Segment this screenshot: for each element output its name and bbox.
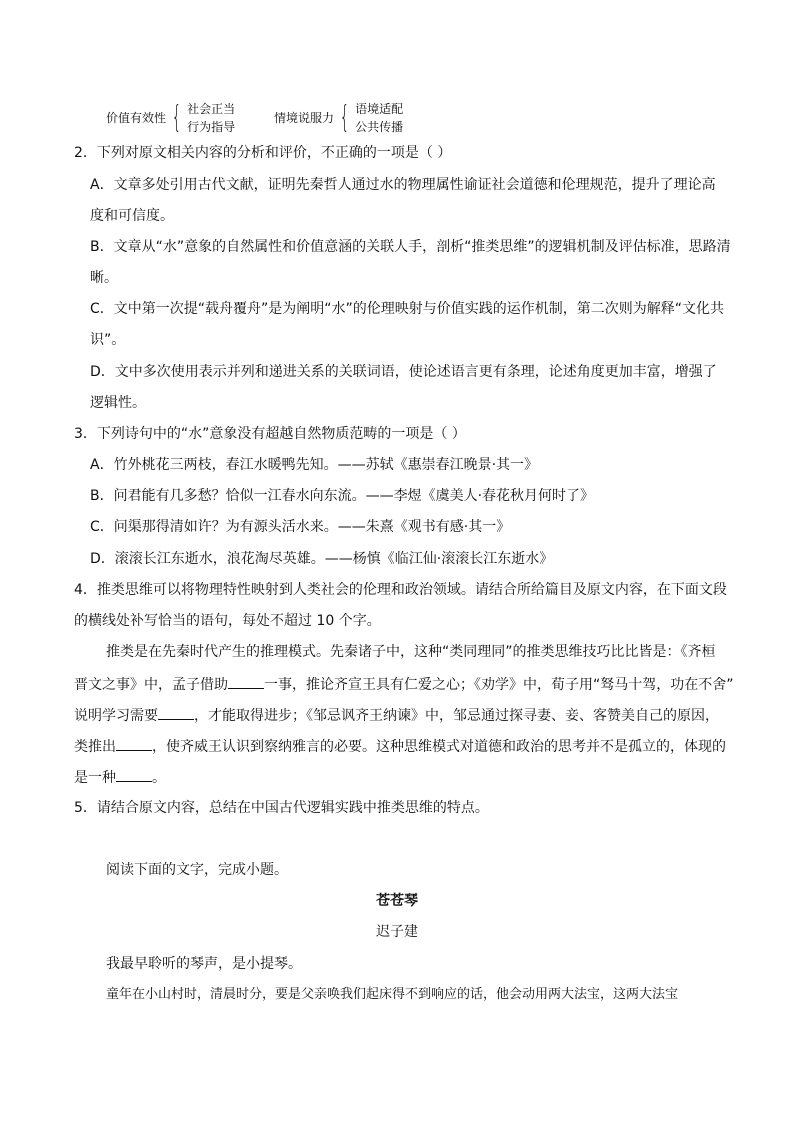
question-3-stem: 3．下列诗句中的“水”意象没有超越自然物质范畴的一项是（ ） (74, 426, 466, 442)
left-brace-icon: { (339, 100, 350, 135)
answer-blank-2[interactable] (158, 705, 194, 720)
question-4-passage-line-5 (74, 767, 166, 788)
left-brace-icon: { (171, 100, 182, 135)
article-paragraph-2: 童年在小山村时，清晨时分，要是父亲唤我们起床得不到响应的话，他会动用两大法宝，这两大法宝 (106, 987, 679, 1002)
passage-text: 晋文之事》中，孟子借助 (74, 677, 228, 693)
article-author: 迟子建 (376, 924, 418, 940)
diagram-item: 公共传播 (355, 120, 404, 134)
question-3-option-d: D．滚滚长江东逝水，浪花淘尽英雄。——杨慎《临江仙·滚滚长江东逝水》 (90, 551, 554, 567)
answer-blank-1[interactable] (228, 674, 264, 689)
question-5-stem: 5．请结合原文内容，总结在中国古代逻辑实践中推类思维的特点。 (74, 800, 489, 816)
diagram-item: 行为指导 (187, 120, 236, 134)
question-4-passage-line-1: 推类是在先秦时代产生的推理模式。先秦诸子中，这种“类同理同”的推类思维技巧比比皆是：《齐桓 (106, 644, 716, 660)
diagram-group-items (355, 100, 403, 136)
question-2-option-a: A．文章多处引用古代文献，证明先秦哲人通过水的物理属性谕证社会道德和伦理规范，提升了理论高 (90, 177, 716, 193)
diagram-group-validity (106, 100, 235, 136)
question-4-passage-line-4 (74, 736, 726, 757)
diagram-group-label: 情境说服力 (274, 111, 335, 125)
question-2-option-c: C．文中第一次提“载舟覆舟”是为阐明“水”的伦理映射与价值实践的运作机制，第二次则为解释“文化共 (90, 301, 725, 317)
diagram-item: 社会正当 (187, 102, 236, 116)
question-2-stem: 2．下列对原文相关内容的分析和评价，不正确的一项是（ ） (74, 145, 452, 161)
diagram-group-persuasion (274, 100, 403, 136)
diagram-group-items (187, 100, 235, 136)
question-3-option-c: C．问渠那得清如许？为有源头活水来。——朱熹《观书有感·其一》 (90, 519, 511, 535)
reading-intro: 阅读下面的文字，完成小题。 (106, 862, 288, 878)
question-4-stem: 4．推类思维可以将物理特性映射到人类社会的伦理和政治领域。请结合所给篇目及原文内容，在下面文段 (74, 582, 727, 598)
passage-text: ，才能取得进步；《邹忌讽齐王纳谏》中，邹忌通过探寻妻、妾、客赞美自己的原因， (194, 708, 719, 724)
question-2-option-d-cont: 逻辑性。 (90, 395, 146, 411)
question-2-option-b: B．文章从“水”意象的自然属性和价值意涵的关联人手，剖析“推类思维”的逻辑机制及评估标准，思路清 (90, 239, 731, 255)
passage-text: 说明学习需要 (74, 708, 158, 724)
article-title: 苍苍琴 (376, 893, 418, 909)
question-2-option-d: D．文中多次使用表示并列和递进关系的关联词语，使论述语言更有条理，论述角度更加丰富，增强了 (90, 364, 717, 380)
question-4-passage-line-3 (74, 705, 719, 726)
question-4-passage-line-2 (74, 674, 734, 695)
passage-text: 。 (152, 770, 166, 786)
question-2-option-c-cont: 识”。 (90, 332, 126, 348)
diagram-group-label: 价值有效性 (106, 111, 167, 125)
passage-text: 一事，推论齐宣王具有仁爱之心；《劝学》中，荀子用“驽马十驾，功在不舍” (264, 677, 734, 693)
passage-text: 类推出 (74, 739, 116, 755)
passage-text: 是一种 (74, 770, 116, 786)
question-4-stem-cont: 的横线处补写恰当的语句，每处不超过 10 个字。 (74, 613, 381, 629)
article-paragraph-1: 我最早聆听的琴声，是小提琴。 (106, 956, 302, 972)
answer-blank-4[interactable] (116, 767, 152, 782)
diagram-item: 语境适配 (355, 102, 404, 116)
answer-blank-3[interactable] (116, 736, 152, 751)
question-2-option-a-cont: 度和可信度。 (90, 208, 174, 224)
question-3-option-a: A．竹外桃花三两枝，春江水暖鸭先知。——苏轼《惠崇春江晚景·其一》 (90, 457, 539, 473)
question-3-option-b: B．问君能有几多愁？恰似一江春水向东流。——李煜《虞美人·春花秋月何时了》 (90, 488, 595, 504)
passage-text: ，使齐威王认识到察纳雅言的必要。这种思维模式对道德和政治的思考并不是孤立的，体现的 (152, 739, 726, 755)
question-2-option-b-cont: 晰。 (90, 270, 118, 286)
